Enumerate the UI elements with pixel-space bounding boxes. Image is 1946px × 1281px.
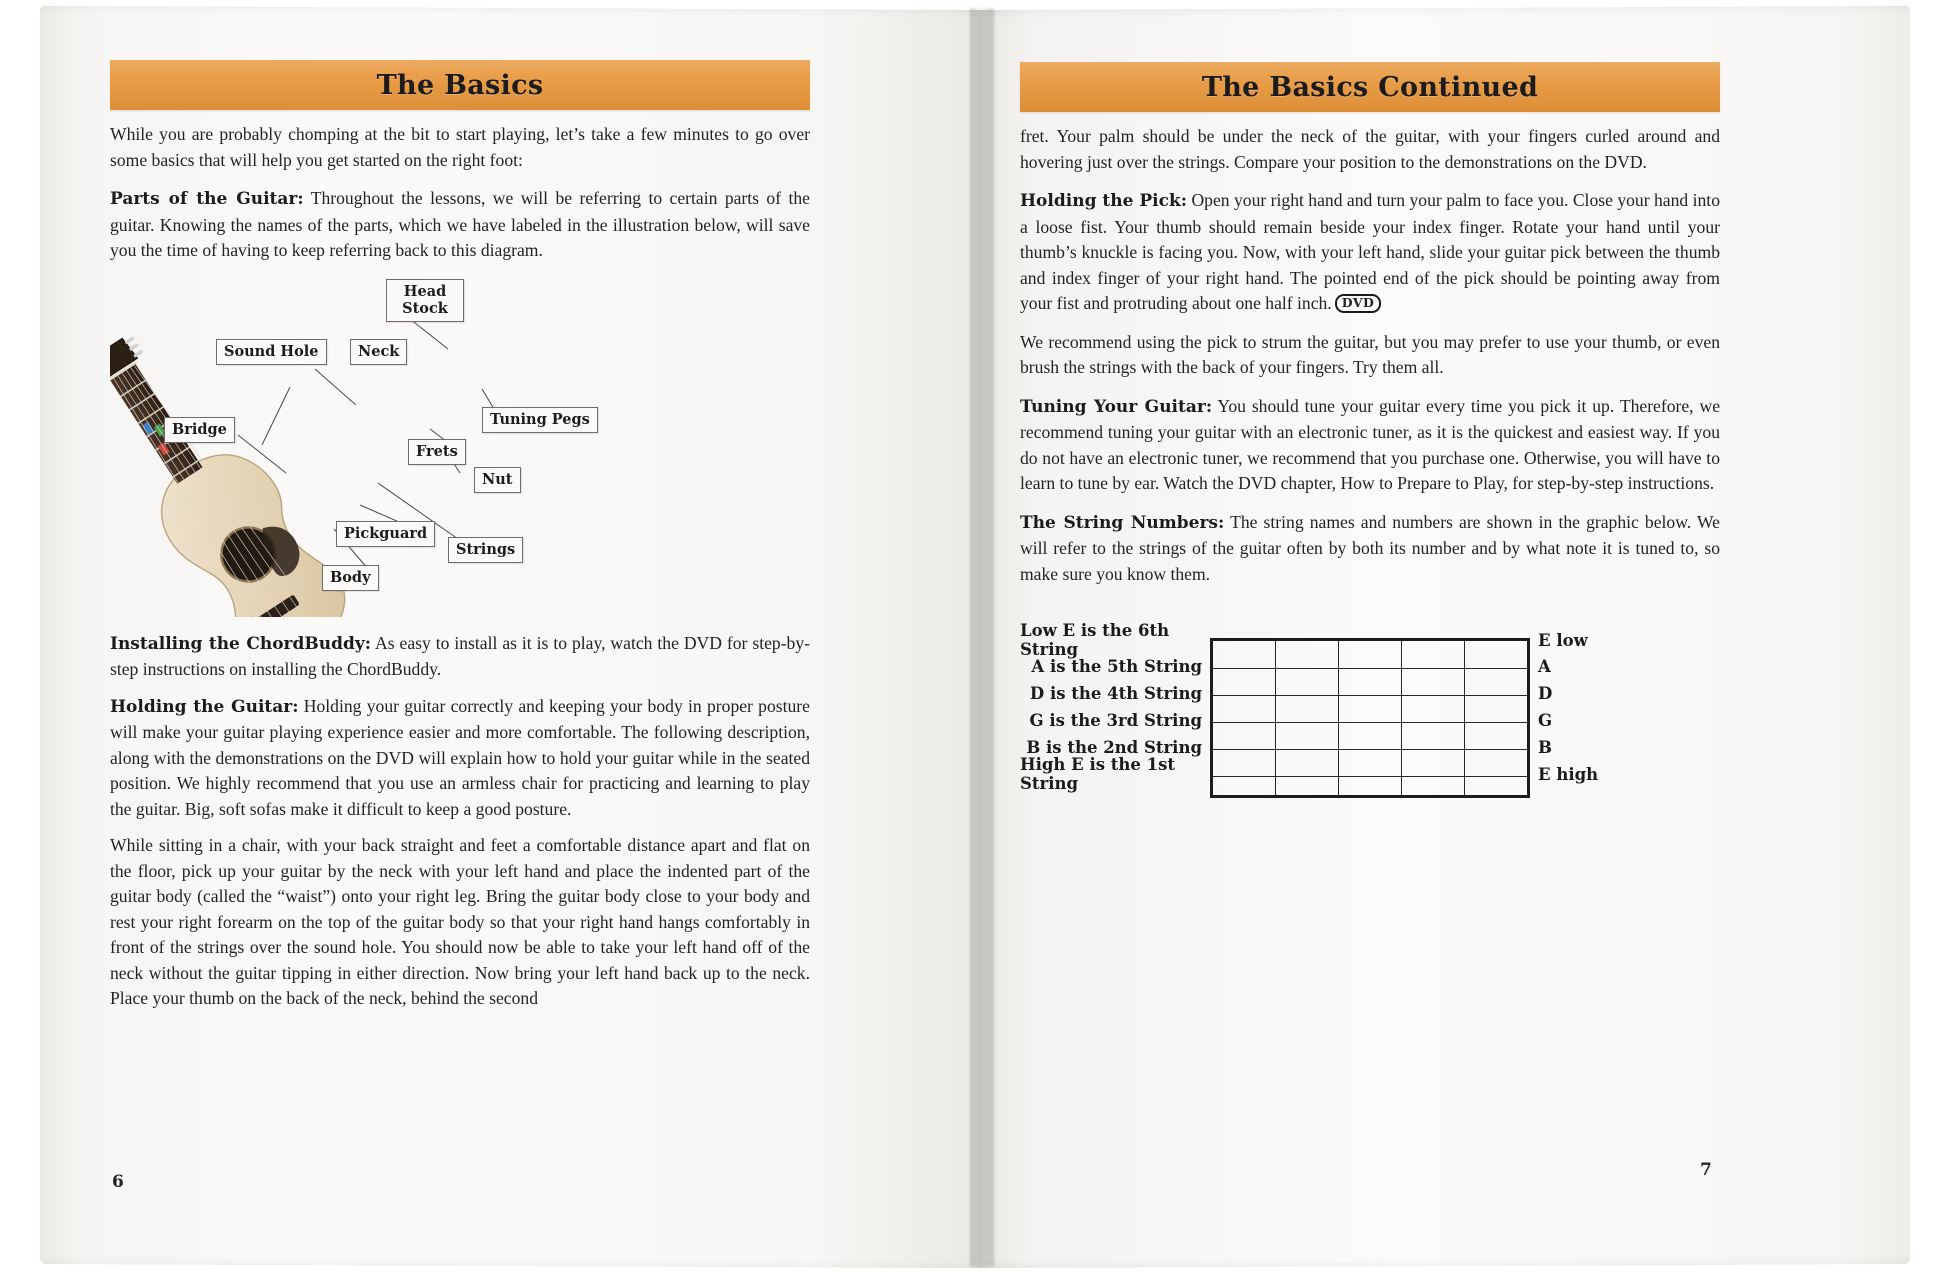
- paragraph-installing-lead: Installing the ChordBuddy:: [110, 633, 372, 654]
- paragraph-parts-lead: Parts of the Guitar:: [110, 189, 304, 209]
- paragraph-holding-text: Holding your guitar correctly and keeping your body in proper posture will make your guitar playing experience easier and more comfortable. The following description, along with the demonstrations on the DVD will explain how to hold your guitar while in the seated position. We highly recommend that you use an armless chair for practicing and learning to play the guitar. Big, soft sofas make it difficult to keep a good posture.: [110, 695, 810, 819]
- paragraph-pick-text: Open your right hand and turn your palm to face you. Close your hand into a loose fist. Your thumb should remain beside your index finger. Rotate your hand until your thumb’s knuckle is facing you. Now, with your left hand, slide your guitar pick between the thumb and index finger of your right hand. The pointed end of the pick should be pointing away from your fist and protruding about one half inch.: [1020, 190, 1720, 313]
- page-number-right: 7: [1700, 1160, 1712, 1180]
- label-nut: Nut: [474, 467, 521, 493]
- label-frets: Frets: [408, 439, 466, 465]
- right-page-banner: [1020, 62, 1720, 112]
- paragraph-holding-lead: Holding the Guitar:: [110, 696, 299, 717]
- paragraph-tuning-your-guitar: [1020, 394, 1720, 497]
- paragraph-holding-guitar: [110, 694, 810, 823]
- paragraph-parts-text: Throughout the lessons, we will be referring to certain parts of the guitar. Knowing the names of the parts, which we have labeled in the illustration below, will save you the time of having to keep referring back to this diagram.: [110, 188, 810, 260]
- string-label-right: D: [1538, 683, 1553, 703]
- grid-vline: [1464, 641, 1465, 795]
- page-number-left: 6: [112, 1172, 124, 1192]
- dvd-icon: DVD: [1335, 294, 1382, 313]
- paragraph-string-numbers-text: The string names and numbers are shown in the graphic below. We will refer to the strings of the guitar often by both its number and by what note it is tuned to, so make sure you know them.: [1020, 511, 1720, 584]
- string-label-right: E high: [1538, 764, 1599, 784]
- string-label-left: A is the 5th String: [1031, 656, 1202, 676]
- paragraph-recommend-text: We recommend using the pick to strum the guitar, but you may prefer to use your thumb, or even brush the strings with the back of your fingers. Try them all.: [1020, 331, 1720, 377]
- string-label-right: E low: [1538, 630, 1588, 650]
- paragraph-recommend-pick: [1020, 330, 1720, 381]
- grid-vline: [1401, 641, 1402, 795]
- paragraph-fret-text: fret. Your palm should be under the neck of the guitar, with your fingers curled around and hovering just over the strings. Compare your position to the demonstrations on the DVD.: [1020, 126, 1720, 172]
- paragraph-installing-chordbuddy: [110, 631, 810, 683]
- paragraph-parts-of-guitar: [110, 186, 810, 264]
- label-pickguard: Pickguard: [336, 521, 435, 547]
- label-head-stock: Head Stock: [386, 279, 464, 322]
- string-label-left: High E is the 1st String: [1020, 755, 1176, 793]
- label-sound-hole: Sound Hole: [216, 339, 327, 365]
- acoustic-guitar-parts-diagram: [110, 277, 810, 617]
- paragraph-tuning-text: You should tune your guitar every time you pick it up. Therefore, we recommend tuning your guitar with an electronic tuner, as it is the quickest and easiest way. If you do not have an electronic tuner, we recommend that you purchase one. Otherwise, you will have to learn to tune by ear. Watch the DVD chapter, How to Prepare to Play, for step-by-step instructions.: [1020, 395, 1721, 493]
- grid-hline: [1213, 722, 1527, 723]
- grid-vline: [1275, 641, 1276, 795]
- label-bridge: Bridge: [164, 417, 235, 443]
- left-page-content: [110, 60, 810, 1025]
- paragraph-sitting-in-chair: [110, 833, 810, 1012]
- string-label-right: A: [1538, 656, 1551, 676]
- grid-vline: [1338, 641, 1339, 795]
- paragraph-string-numbers: [1020, 510, 1720, 588]
- paragraph-intro: [110, 122, 810, 173]
- grid-hline: [1213, 695, 1527, 696]
- left-page-banner-title: The Basics: [376, 69, 544, 101]
- grid-hline: [1213, 668, 1527, 669]
- paragraph-fret-continuation: [1020, 124, 1720, 175]
- right-page-content: [1020, 62, 1720, 600]
- book-gutter: [970, 8, 994, 1266]
- paragraph-tuning-lead: Tuning Your Guitar:: [1020, 396, 1213, 417]
- string-label-right: G: [1538, 710, 1553, 730]
- string-label-left: D is the 4th String: [1029, 683, 1202, 703]
- label-body: Body: [322, 565, 379, 591]
- paragraph-installing-text: As easy to install as it is to play, watch the DVD for step-by-step instructions on installing the ChordBuddy.: [110, 632, 811, 679]
- left-page-banner: [110, 60, 810, 110]
- string-grid: [1210, 638, 1530, 798]
- grid-hline: [1213, 776, 1527, 777]
- grid-hline: [1213, 749, 1527, 750]
- string-label-left: Low E is the 6th String: [1020, 621, 1170, 659]
- right-page-banner-title: The Basics Continued: [1201, 71, 1539, 103]
- paragraph-holding-pick: [1020, 188, 1720, 317]
- label-strings: Strings: [448, 537, 523, 563]
- label-tuning-pegs: Tuning Pegs: [482, 407, 598, 433]
- paragraph-intro-text: While you are probably chomping at the bit to start playing, let’s take a few minutes to go over some basics that will help you get started on the right foot:: [110, 124, 810, 170]
- string-label-left: B is the 2nd String: [1026, 737, 1202, 757]
- string-label-right: B: [1538, 737, 1552, 757]
- string-numbers-chart: [1020, 621, 1720, 828]
- paragraph-sitting-text: While sitting in a chair, with your back straight and feet a comfortable distance apart and flat on the floor, pick up your guitar by the neck with your left hand and place the indented part of the guitar body (called the “waist”) onto your right leg. Bring the guitar body close to your body and rest your right forearm on the top of the guitar body so that your right hand hangs comfortably in front of the strings over the sound hole. You should now be able to take your left hand off of the neck without the guitar tipping in either direction. Now bring your left hand back up to the neck. Place your thumb on the back of the neck, behind the second: [110, 835, 810, 1008]
- string-label-left: G is the 3rd String: [1029, 710, 1202, 730]
- paragraph-string-numbers-lead: The String Numbers:: [1020, 512, 1225, 533]
- paragraph-pick-lead: Holding the Pick:: [1020, 191, 1188, 211]
- label-neck: Neck: [350, 339, 407, 365]
